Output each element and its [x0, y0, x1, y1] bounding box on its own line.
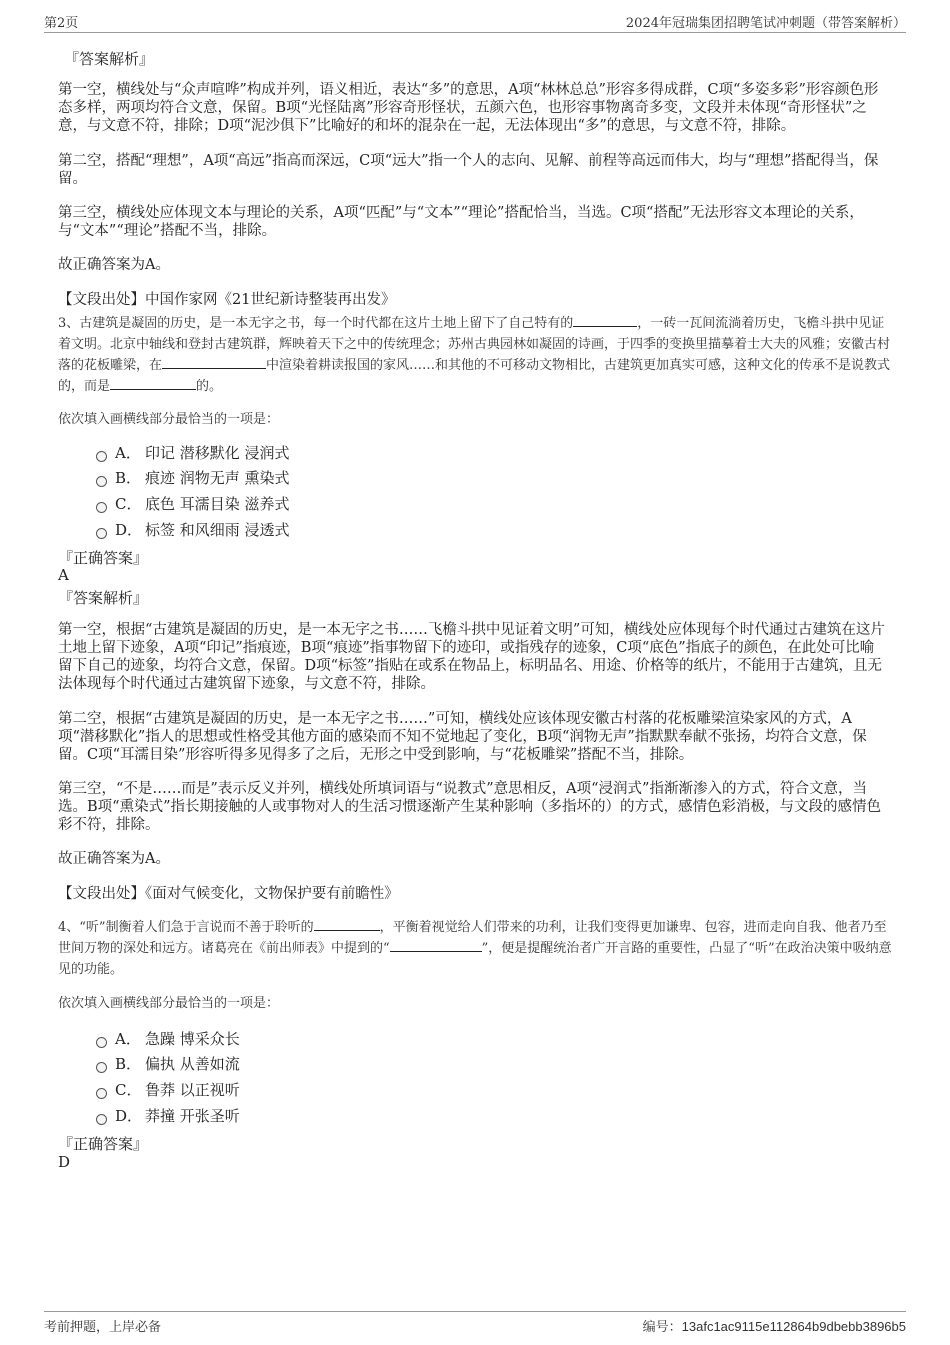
q3-prompt: 依次填入画横线部分最恰当的一项是：: [58, 412, 280, 427]
q3-source: 【文段出处】《面对气候变化，文物保护要有前瞻性》: [58, 886, 399, 902]
document-code-value: 13afc1ac9115e112864b9dbebb3896b5: [681, 1319, 906, 1334]
q3-blank-3: [110, 377, 196, 390]
radio-icon[interactable]: [96, 1062, 107, 1073]
document-title: 2024年冠瑞集团招聘笔试冲刺题（带答案解析）: [625, 16, 906, 31]
q3-analysis-paragraph-1: 第一空，根据“古建筑是凝固的历史，是一本无字之书……飞檐斗拱中见证着文明”可知，横线处应体现每个时代通过古建筑在这片土地上留下迹象，A项“印记”指痕迹，B项“痕迹”指事物留下的迹印，或指残存的迹象，C项“底色”指底子的颜色，在此处可比喻留下自己的迹象，均符合文意，保留。D项“标签”指贴在或系在物品上，标明品名、用途、价格等的纸片，不能用于古建筑，且无法体现每个时代通过古建筑留下迹象，与文意不符，排除。: [58, 622, 885, 692]
q4-blank-2: [390, 939, 482, 952]
radio-icon[interactable]: [96, 476, 107, 487]
q3-analysis-label: 『答案解析』: [58, 589, 149, 607]
page-number: 第2页: [44, 16, 79, 31]
q4-correct-label: 『正确答案』: [58, 1135, 149, 1153]
q2-analysis-label: 『答案解析』: [64, 50, 155, 68]
q4-stem-part-1: 4、“听”制衡着人们急于言说而不善于聆听的: [58, 920, 314, 935]
q3-stem-part-4: 的。: [196, 379, 223, 394]
q3-correct-answer: A: [58, 566, 69, 584]
q3-option-a[interactable]: A． 印记 潜移默化 浸润式: [96, 442, 290, 462]
q3-correct-label: 『正确答案』: [58, 549, 149, 567]
radio-icon[interactable]: [96, 502, 107, 513]
q3-stem: [58, 313, 896, 397]
q3-option-c[interactable]: C． 底色 耳濡目染 滋养式: [96, 493, 290, 513]
q4-stem-part-2: ，平衡着视觉给人们带来的功利，让我们变得更加谦卑、包容，进而走向自我、他者乃至世间万物的深处和远方。诸葛亮在《前出师表》中提到的“: [58, 920, 887, 956]
q2-source: 【文段出处】中国作家网《21世纪新诗整装再出发》: [58, 292, 396, 308]
q3-analysis-paragraph-2: 第二空，根据“古建筑是凝固的历史，是一本无字之书……”可知，横线处应该体现安徽古村落的花板雕梁渲染家风的方式，A项“潜移默化”指人的思想或性格受其他方面的感染而不知不觉地起了变化，B项“润物无声”指默默奉献不张扬，均符合文意，保留。C项“耳濡目染”形容听得多见得多了之后，无形之中受到影响，与“花板雕梁”搭配不当，排除。: [58, 711, 867, 763]
q4-option-a[interactable]: A． 急躁 博采众长: [96, 1028, 240, 1048]
q2-analysis-paragraph-2: 第二空，搭配“理想”，A项“高远”指高而深远，C项“远大”指一个人的志向、见解、前程等高远而伟大，均与“理想”搭配得当，保留。: [58, 153, 879, 187]
q4-option-c[interactable]: C． 鲁莽 以正视听: [96, 1079, 240, 1099]
q2-analysis-paragraph-3: 第三空，横线处应体现文本与理论的关系，A项“匹配”与“文本”“理论”搭配恰当，当选。C项“搭配”无法形容文本理论的关系，与“文本”“理论”搭配不当，排除。: [58, 205, 864, 239]
q3-stem-part-2: ，一砖一瓦间流淌着历史，飞檐斗拱中见证着文明。北京中轴线和登封古建筑群，辉映着天下之中的传统理念；苏州古典园林如凝固的诗画，于四季的变换里描摹着士大夫的风雅；安徽古村落的花板雕梁，在: [58, 316, 891, 373]
q4-prompt: 依次填入画横线部分最恰当的一项是：: [58, 996, 280, 1011]
radio-icon[interactable]: [96, 528, 107, 539]
q4-correct-answer: D: [58, 1153, 71, 1171]
q3-blank-1: [573, 314, 637, 327]
q4-option-d[interactable]: D． 莽撞 开张圣听: [96, 1105, 240, 1125]
q3-stem-part-3: 中渲染着耕读报国的家风……和其他的不可移动文物相比，古建筑更加真实可感，这种文化的传承不是说教式的，而是: [58, 358, 891, 394]
page-footer: [44, 1311, 906, 1336]
q3-stem-part-1: 3、古建筑是凝固的历史，是一本无字之书，每一个时代都在这片土地上留下了自己特有的: [58, 316, 574, 331]
radio-icon[interactable]: [96, 1037, 107, 1048]
q3-conclusion: 故正确答案为A。: [58, 851, 170, 867]
footer-slogan: 考前押题，上岸必备: [44, 1320, 162, 1335]
q4-option-b[interactable]: B． 偏执 从善如流: [96, 1053, 240, 1073]
radio-icon[interactable]: [96, 1088, 107, 1099]
q3-option-d[interactable]: D． 标签 和风细雨 浸透式: [96, 519, 290, 539]
q4-stem: [58, 917, 896, 980]
q4-blank-1: [314, 918, 380, 931]
q2-conclusion: 故正确答案为A。: [58, 257, 170, 273]
page-header: [44, 12, 906, 33]
q3-option-b[interactable]: B． 痕迹 润物无声 熏染式: [96, 467, 290, 487]
q3-blank-2: [162, 356, 266, 369]
q4-stem-part-3: ”，便是提醒统治者广开言路的重要性，凸显了“听”在政治决策中吸纳意见的功能。: [58, 941, 892, 977]
radio-icon[interactable]: [96, 1114, 107, 1125]
q3-analysis-paragraph-3: 第三空，“不是……而是”表示反义并列，横线处所填词语与“说教式”意思相反，A项“浸润式”指渐渐渗入的方式，符合文意，当选。B项“熏染式”指长期接触的人或事物对人的生活习惯逐渐产生某种影响（多指坏的）的方式，感情色彩消极，与文段的感情色彩不符，排除。: [58, 781, 881, 833]
radio-icon[interactable]: [96, 451, 107, 462]
q2-analysis-paragraph-1: 第一空，横线处与“众声喧哗”构成并列，语义相近，表达“多”的意思，A项“林林总总”形容多得成群，C项“多姿多彩”形容颜色形态多样，两项均符合文意，保留。B项“光怪陆离”形容奇形怪状，五颜六色，也形容事物离奇多变，文段并未体现“奇形怪状”之意，与文意不符，排除；D项“泥沙俱下”比喻好的和坏的混杂在一起，无法体现出“多”的意思，与文意不符，排除。: [58, 82, 879, 134]
document-code: 编号：13afc1ac9115e112864b9dbebb3896b5: [642, 1319, 906, 1335]
